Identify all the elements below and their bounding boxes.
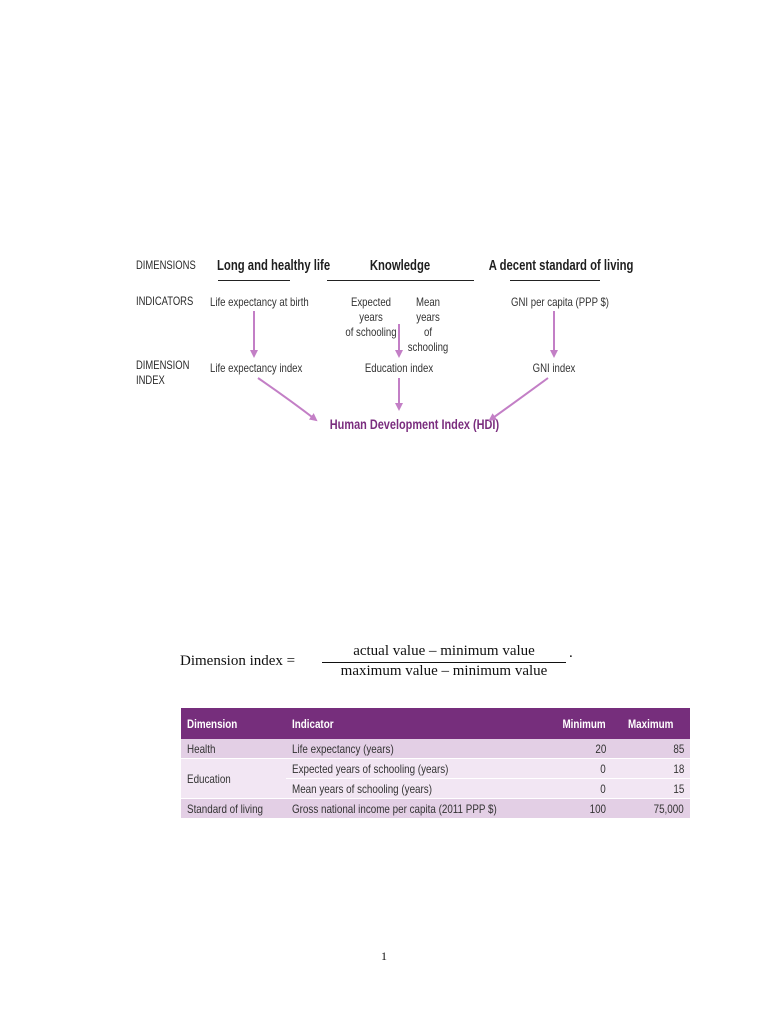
cell-dimension: Education — [181, 759, 286, 799]
row-label-dimensions: DIMENSIONS — [136, 260, 196, 272]
cell-minimum: 20 — [547, 739, 612, 759]
index-life-expectancy: Life expectancy index — [210, 361, 303, 375]
column-header-minimum: Minimum — [547, 708, 612, 739]
dimension-health-heading: Long and healthy life — [217, 258, 331, 274]
cell-maximum: 15 — [612, 779, 690, 799]
column-header-indicator: Indicator — [286, 708, 548, 739]
index-gni: GNI index — [532, 361, 576, 375]
arrow-life-index-to-hdi — [258, 378, 316, 420]
formula-trailing-period: . — [569, 645, 573, 661]
row-label-dimension-index-1: DIMENSION — [136, 360, 190, 372]
indicator-gni-per-capita: GNI per capita (PPP $) — [511, 295, 609, 309]
cell-indicator: Gross national income per capita (2011 PPP $) — [286, 799, 548, 819]
indicator-life-expectancy: Life expectancy at birth — [210, 295, 309, 309]
index-education: Education index — [364, 361, 434, 375]
goalposts-table — [181, 708, 690, 819]
column-header-dimension: Dimension — [181, 708, 286, 739]
table-row — [181, 799, 690, 819]
cell-minimum: 100 — [547, 799, 612, 819]
hdi-result-label: Human Development Index (HDI) — [329, 416, 500, 432]
table-row — [181, 739, 690, 759]
goalposts-table-wrap — [181, 708, 690, 819]
table-header-row — [181, 708, 690, 739]
formula-denominator: maximum value – minimum value — [340, 663, 548, 679]
formula-lhs: Dimension index = — [180, 653, 296, 669]
table-row — [181, 759, 690, 779]
dimension-knowledge-heading: Knowledge — [369, 258, 431, 274]
formula-numerator: actual value – minimum value — [353, 643, 535, 659]
row-label-indicators: INDICATORS — [136, 296, 194, 308]
page-number: 1 — [381, 949, 387, 963]
cell-dimension: Health — [181, 739, 286, 759]
cell-dimension: Standard of living — [181, 799, 286, 819]
row-label-dimension-index-2: INDEX — [136, 375, 165, 387]
indicator-mean-schooling: Mean years of schooling — [407, 295, 449, 354]
indicator-expected-schooling: Expected years of schooling — [345, 295, 397, 339]
cell-minimum: 0 — [547, 779, 612, 799]
cell-indicator: Mean years of schooling (years) — [286, 779, 548, 799]
cell-minimum: 0 — [547, 759, 612, 779]
cell-indicator: Life expectancy (years) — [286, 739, 548, 759]
cell-maximum: 18 — [612, 759, 690, 779]
arrow-gni-index-to-hdi — [490, 378, 548, 420]
cell-indicator: Expected years of schooling (years) — [286, 759, 548, 779]
column-header-maximum: Maximum — [612, 708, 690, 739]
dimension-living-heading: A decent standard of living — [488, 258, 634, 274]
cell-maximum: 75,000 — [612, 799, 690, 819]
cell-maximum: 85 — [612, 739, 690, 759]
